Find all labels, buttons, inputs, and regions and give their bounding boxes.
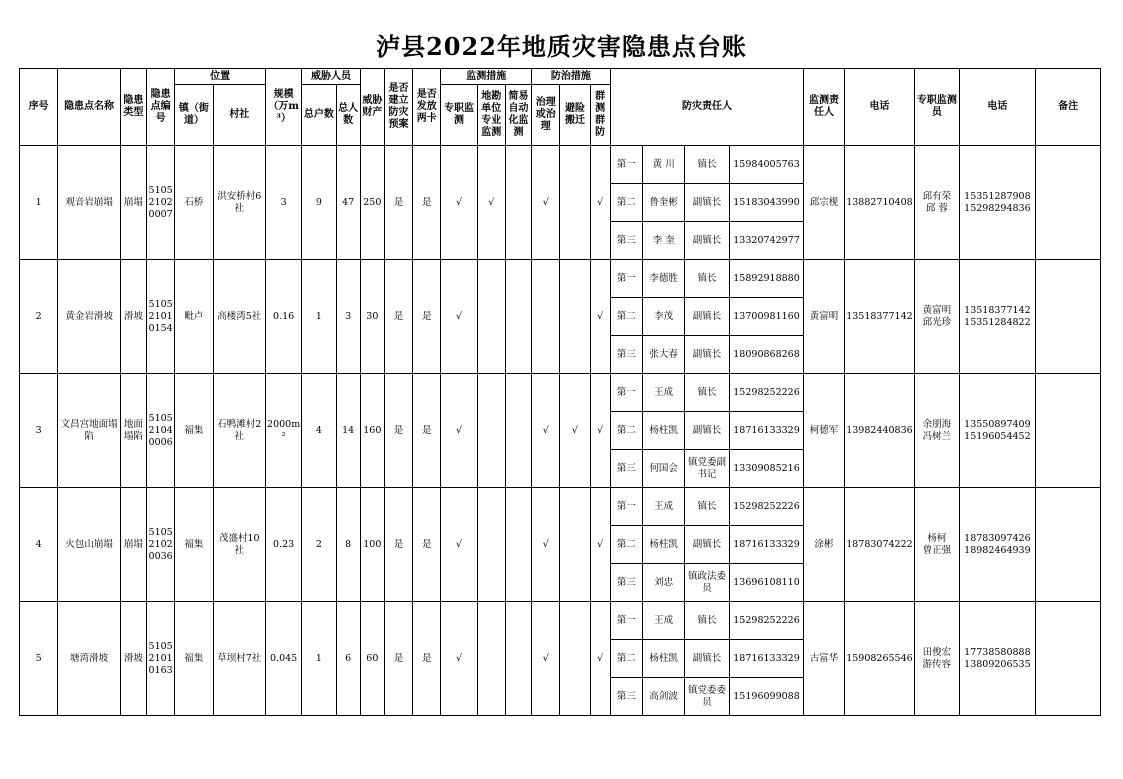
cell-resp-name: 杨柱凯 <box>643 526 685 564</box>
cell-scale: 0.16 <box>265 260 301 374</box>
cell-resp-title: 副镇长 <box>685 526 729 564</box>
cell-pro-monitor-phone: 15351287908 15298294836 <box>959 146 1036 260</box>
cell-auto-monitor <box>505 260 531 374</box>
cell-evacuation: √ <box>560 374 590 488</box>
cell-resp-rank: 第一 <box>610 602 642 640</box>
cell-resp-rank: 第一 <box>610 374 642 412</box>
cell-resp-phone: 18090868268 <box>729 336 804 374</box>
cell-resp-name: 王成 <box>643 602 685 640</box>
header-remark: 备注 <box>1036 69 1101 146</box>
cell-resp-title: 镇党委副书记 <box>685 450 729 488</box>
cell-monitor-phone: 18783074222 <box>844 488 915 602</box>
cell-property: 30 <box>360 260 384 374</box>
header-threat: 威胁人员 <box>302 69 360 85</box>
cell-pro-monitor-phone: 18783097426 18982464939 <box>959 488 1036 602</box>
cell-resp-title: 镇长 <box>685 374 729 412</box>
header-phone3: 电话 <box>959 69 1036 146</box>
cell-geo-monitor <box>477 488 505 602</box>
cell-monitor-person: 涂彬 <box>804 488 844 602</box>
cell-village: 高楼湾5社 <box>213 260 265 374</box>
header-code: 隐患点编号 <box>147 69 175 146</box>
cell-resp-title: 副镇长 <box>685 640 729 678</box>
cell-code: 5105 2102 0007 <box>147 146 175 260</box>
cell-plan: 是 <box>384 260 412 374</box>
cell-resp-name: 高剑波 <box>643 678 685 716</box>
cell-property: 100 <box>360 488 384 602</box>
table-row <box>20 488 1101 526</box>
cell-geo-monitor <box>477 602 505 716</box>
cell-village: 洪安桥村6社 <box>213 146 265 260</box>
header-group-monitor: 群测群防 <box>590 85 610 146</box>
cell-resp-rank: 第二 <box>610 298 642 336</box>
cell-households: 1 <box>302 260 336 374</box>
cell-resp-phone: 15298252226 <box>729 488 804 526</box>
cell-resp-rank: 第三 <box>610 222 642 260</box>
cell-plan: 是 <box>384 602 412 716</box>
cell-resp-name: 黄 川 <box>643 146 685 184</box>
cell-resp-rank: 第三 <box>610 450 642 488</box>
cell-seq: 4 <box>20 488 58 602</box>
cell-pro-monitor: √ <box>441 146 477 260</box>
cell-auto-monitor <box>505 146 531 260</box>
cell-pro-monitor: √ <box>441 260 477 374</box>
cell-resp-phone: 13696108110 <box>729 564 804 602</box>
cell-treatment: √ <box>532 602 560 716</box>
cell-monitor-person: 黄富明 <box>804 260 844 374</box>
cell-type: 崩塌 <box>120 146 146 260</box>
cell-treatment: √ <box>532 374 560 488</box>
cell-resp-name: 李 奎 <box>643 222 685 260</box>
cell-resp-title: 镇长 <box>685 602 729 640</box>
cell-name: 火包山崩塌 <box>58 488 121 602</box>
cell-seq: 2 <box>20 260 58 374</box>
header-seq: 序号 <box>20 69 58 146</box>
cell-resp-name: 李茂 <box>643 298 685 336</box>
cell-pro-monitor-phone: 13550897409 15196054452 <box>959 374 1036 488</box>
header-property: 威胁财产 <box>360 69 384 146</box>
cell-monitor-phone: 13982440836 <box>844 374 915 488</box>
cell-type: 滑坡 <box>120 260 146 374</box>
cell-resp-title: 副镇长 <box>685 184 729 222</box>
table-row <box>20 374 1101 412</box>
header-monitoring: 监测措施 <box>441 69 532 85</box>
cell-evacuation <box>560 260 590 374</box>
cell-resp-name: 王成 <box>643 488 685 526</box>
cell-card: 是 <box>413 602 441 716</box>
cell-seq: 5 <box>20 602 58 716</box>
header-scale: 规模（万m³） <box>265 69 301 146</box>
cell-resp-rank: 第一 <box>610 146 642 184</box>
header-people: 总人数 <box>336 85 360 146</box>
cell-plan: 是 <box>384 374 412 488</box>
cell-resp-rank: 第一 <box>610 260 642 298</box>
cell-code: 5105 2101 0163 <box>147 602 175 716</box>
cell-town: 石桥 <box>175 146 213 260</box>
cell-town: 福集 <box>175 374 213 488</box>
cell-pro-monitor: √ <box>441 374 477 488</box>
cell-resp-name: 王成 <box>643 374 685 412</box>
cell-geo-monitor: √ <box>477 146 505 260</box>
header-prevention: 防治措施 <box>532 69 611 85</box>
cell-resp-phone: 18716133329 <box>729 526 804 564</box>
cell-households: 9 <box>302 146 336 260</box>
page-title: 泸县2022年地质灾害隐患点台账 <box>376 32 747 61</box>
cell-resp-phone: 15892918880 <box>729 260 804 298</box>
cell-group-monitor: √ <box>590 260 610 374</box>
cell-code: 5105 2104 0006 <box>147 374 175 488</box>
cell-resp-title: 副镇长 <box>685 412 729 450</box>
cell-resp-phone: 15298252226 <box>729 374 804 412</box>
header-treatment: 治理或治理 <box>532 85 560 146</box>
cell-resp-name: 何国会 <box>643 450 685 488</box>
cell-households: 1 <box>302 602 336 716</box>
cell-monitor-person: 柯德军 <box>804 374 844 488</box>
cell-resp-name: 李德胜 <box>643 260 685 298</box>
header-town: 镇（街道） <box>175 85 213 146</box>
cell-town: 福集 <box>175 602 213 716</box>
cell-resp-title: 镇长 <box>685 146 729 184</box>
header-village: 村社 <box>213 85 265 146</box>
cell-treatment: √ <box>532 488 560 602</box>
cell-property: 160 <box>360 374 384 488</box>
cell-card: 是 <box>413 146 441 260</box>
cell-geo-monitor <box>477 260 505 374</box>
cell-resp-phone: 13700981160 <box>729 298 804 336</box>
cell-remark <box>1036 260 1101 374</box>
cell-town: 福集 <box>175 488 213 602</box>
cell-monitor-phone: 13882710408 <box>844 146 915 260</box>
cell-resp-phone: 18716133329 <box>729 412 804 450</box>
header-responsible: 防灾责任人 <box>610 69 804 146</box>
cell-evacuation <box>560 602 590 716</box>
cell-resp-rank: 第三 <box>610 564 642 602</box>
cell-pro-monitor-person: 余朋海 冯树兰 <box>915 374 959 488</box>
cell-pro-monitor-person: 田俊宏 游传容 <box>915 602 959 716</box>
cell-resp-name: 杨柱凯 <box>643 640 685 678</box>
cell-resp-name: 杨柱凯 <box>643 412 685 450</box>
cell-card: 是 <box>413 374 441 488</box>
cell-remark <box>1036 146 1101 260</box>
cell-treatment <box>532 260 560 374</box>
header-phone2: 电话 <box>844 69 915 146</box>
cell-resp-rank: 第三 <box>610 336 642 374</box>
cell-code: 5105 2101 0154 <box>147 260 175 374</box>
cell-resp-rank: 第三 <box>610 678 642 716</box>
cell-group-monitor: √ <box>590 488 610 602</box>
cell-scale: 2000m² <box>265 374 301 488</box>
cell-remark <box>1036 602 1101 716</box>
cell-type: 崩塌 <box>120 488 146 602</box>
cell-group-monitor: √ <box>590 602 610 716</box>
cell-monitor-person: 古富华 <box>804 602 844 716</box>
cell-pro-monitor-phone: 13518377142 15351284822 <box>959 260 1036 374</box>
cell-resp-title: 镇政法委员 <box>685 564 729 602</box>
cell-households: 2 <box>302 488 336 602</box>
cell-plan: 是 <box>384 146 412 260</box>
cell-evacuation <box>560 488 590 602</box>
header-monitor-person: 监测责任人 <box>804 69 844 146</box>
cell-card: 是 <box>413 260 441 374</box>
header-geo-monitor: 地勘单位专业监测 <box>477 85 505 146</box>
table-row <box>20 146 1101 184</box>
header-pro-monitor-person: 专职监测员 <box>915 69 959 146</box>
cell-households: 4 <box>302 374 336 488</box>
cell-resp-title: 镇党委委员 <box>685 678 729 716</box>
header-auto-monitor: 简易自动化监测 <box>505 85 531 146</box>
cell-group-monitor: √ <box>590 374 610 488</box>
cell-resp-rank: 第二 <box>610 412 642 450</box>
cell-property: 60 <box>360 602 384 716</box>
cell-resp-phone: 13320742977 <box>729 222 804 260</box>
cell-code: 5105 2102 0036 <box>147 488 175 602</box>
cell-people: 8 <box>336 488 360 602</box>
cell-scale: 3 <box>265 146 301 260</box>
cell-resp-phone: 15298252226 <box>729 602 804 640</box>
table-row <box>20 602 1101 640</box>
table-row <box>20 260 1101 298</box>
cell-resp-title: 镇长 <box>685 488 729 526</box>
cell-resp-phone: 18716133329 <box>729 640 804 678</box>
cell-scale: 0.045 <box>265 602 301 716</box>
header-households: 总户数 <box>302 85 336 146</box>
cell-name: 观音岩崩塌 <box>58 146 121 260</box>
header-type: 隐患类型 <box>120 69 146 146</box>
hazard-ledger-table <box>19 68 1101 716</box>
cell-people: 14 <box>336 374 360 488</box>
cell-auto-monitor <box>505 602 531 716</box>
header-location: 位置 <box>175 69 266 85</box>
cell-name: 黄金岩滑坡 <box>58 260 121 374</box>
header-evacuation: 避险搬迁 <box>560 85 590 146</box>
cell-village: 石鸭滩村2社 <box>213 374 265 488</box>
cell-group-monitor: √ <box>590 146 610 260</box>
cell-monitor-person: 邱宗枧 <box>804 146 844 260</box>
cell-auto-monitor <box>505 488 531 602</box>
cell-resp-name: 张大春 <box>643 336 685 374</box>
header-plan: 是否建立防灾预案 <box>384 69 412 146</box>
cell-town: 毗卢 <box>175 260 213 374</box>
cell-resp-rank: 第二 <box>610 526 642 564</box>
cell-people: 47 <box>336 146 360 260</box>
cell-resp-title: 副镇长 <box>685 222 729 260</box>
header-pro-monitor: 专职监测 <box>441 85 477 146</box>
cell-resp-rank: 第二 <box>610 640 642 678</box>
header-name: 隐患点名称 <box>58 69 121 146</box>
cell-plan: 是 <box>384 488 412 602</box>
header-card: 是否发放两卡 <box>413 69 441 146</box>
cell-evacuation <box>560 146 590 260</box>
cell-pro-monitor-person: 杨柯 曾正强 <box>915 488 959 602</box>
cell-type: 滑坡 <box>120 602 146 716</box>
cell-resp-title: 镇长 <box>685 260 729 298</box>
cell-resp-phone: 13309085216 <box>729 450 804 488</box>
cell-resp-rank: 第二 <box>610 184 642 222</box>
cell-village: 草坝村7社 <box>213 602 265 716</box>
cell-treatment: √ <box>532 146 560 260</box>
cell-pro-monitor-person: 邱有荣 邱 蓉 <box>915 146 959 260</box>
cell-auto-monitor <box>505 374 531 488</box>
cell-scale: 0.23 <box>265 488 301 602</box>
cell-remark <box>1036 488 1101 602</box>
cell-village: 茂盛村10社 <box>213 488 265 602</box>
cell-card: 是 <box>413 488 441 602</box>
cell-resp-phone: 15984005763 <box>729 146 804 184</box>
cell-people: 6 <box>336 602 360 716</box>
cell-name: 塘湾滑坡 <box>58 602 121 716</box>
cell-seq: 1 <box>20 146 58 260</box>
cell-pro-monitor-phone: 17738580888 13809206535 <box>959 602 1036 716</box>
cell-monitor-phone: 15908265546 <box>844 602 915 716</box>
cell-resp-phone: 15183043990 <box>729 184 804 222</box>
cell-type: 地面塌陷 <box>120 374 146 488</box>
cell-remark <box>1036 374 1101 488</box>
cell-people: 3 <box>336 260 360 374</box>
cell-monitor-phone: 13518377142 <box>844 260 915 374</box>
cell-property: 250 <box>360 146 384 260</box>
cell-name: 文昌宫地面塌陷 <box>58 374 121 488</box>
cell-geo-monitor <box>477 374 505 488</box>
cell-pro-monitor: √ <box>441 602 477 716</box>
cell-resp-name: 鲁奎彬 <box>643 184 685 222</box>
cell-resp-name: 刘忠 <box>643 564 685 602</box>
cell-resp-rank: 第一 <box>610 488 642 526</box>
cell-pro-monitor: √ <box>441 488 477 602</box>
cell-resp-title: 副镇长 <box>685 336 729 374</box>
cell-pro-monitor-person: 黄富明 邱光珍 <box>915 260 959 374</box>
cell-resp-phone: 15196099088 <box>729 678 804 716</box>
cell-seq: 3 <box>20 374 58 488</box>
cell-resp-title: 副镇长 <box>685 298 729 336</box>
